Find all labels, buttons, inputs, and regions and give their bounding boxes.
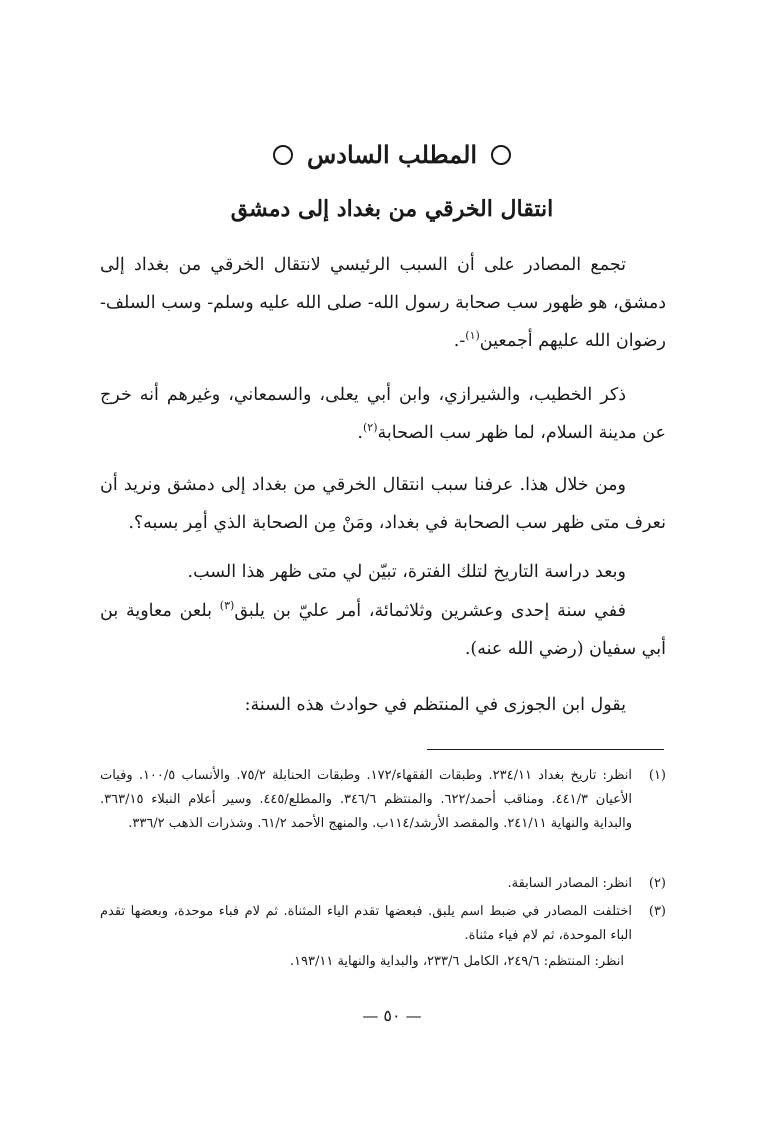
footnote-text: اختلفت المصادر في ضبط اسم يلبق. فبعضها تقدم الياء المثناة. ثم لام فباء موحدة، وبعضها تقدم الباء الموحدة، ثم لام فياء مثناة. [100, 904, 632, 943]
footnote-number: (٣) [648, 904, 666, 919]
footnote-3 [100, 900, 666, 948]
footnote-number: (١) [648, 768, 666, 783]
paragraph-2: ذكر الخطيب، والشيرازي، وابن أبي يعلى، والسمعاني، وغيرهم أنه خرج عن مدينة السلام، لما ظهر سب الصحابة$^{(٢)}$. [100, 385, 666, 443]
paragraph-3: ومن خلال هذا. عرفنا سبب انتقال الخرقي من بغداد إلى دمشق ونريد أن نعرف متى ظهر سب الصحابة في بغداد، ومَنْ مِن الصحابة الذي أمِر بسبه؟. [100, 475, 666, 533]
section-heading-text: المطلب السادس [306, 140, 478, 169]
section-subheading: انتقال الخرقي من بغداد إلى دمشق [230, 196, 554, 222]
footnote-text: انظر: المصادر السابقة. [507, 876, 632, 891]
footnote-ref-2: (٢) [362, 421, 378, 435]
paragraph-6: يقول ابن الجوزى في المنتظم في حوادث هذه السنة: [244, 695, 626, 715]
footnote-ref-1: (١) [465, 329, 480, 343]
footnote-number: (٢) [648, 876, 666, 891]
footnote-ref-3: (٣) [219, 599, 235, 613]
circle-ornament-icon [273, 145, 293, 165]
circle-ornament-icon [491, 145, 511, 165]
footnote-divider [427, 749, 664, 750]
paragraph-5: ففي سنة إحدى وعشرين وثلاثمائة، أمر عليّ بن يلبق$^{(٣)}$ بلعن معاوية بن أبي سفيان (رضي الله عنه). [100, 599, 666, 659]
footnote-2 [100, 872, 666, 896]
page-number: — ٥٠ — [362, 1006, 422, 1025]
footnote-3-citation: انظر: المنتظم: ٢٤٩/٦، الكامل ٢٣٣/٦، والبداية والنهاية ١٩٣/١١. [289, 954, 624, 969]
section-heading [100, 140, 684, 169]
paragraph-4: وبعد دراسة التاريخ لتلك الفترة، تبيّن لي متى ظهر هذا السب. [187, 562, 626, 582]
footnote-1 [100, 764, 666, 836]
footnote-text: انظر: تاريخ بغداد ٢٣٤/١١. وطبقات الفقهاء/١٧٢. وطبقات الحنابلة ٧٥/٢. والأنساب ١٠٠/٥. وفيات الأعيان ٤٤١/٣. ومناقب أحمد/٦٢٢. والمنتظم ٣٤٦/٦. والمطلع/٤٤٥. وسير أعلام النبلاء ٣٦٣/١٥. والبداية والنهاية ٢٤١/١١. والمقصد الأرشد/١١٤ب. والمنهج الأحمد ٦١/٢. وشذرات الذهب ٣٣٦/٢. [100, 768, 633, 831]
paragraph-1: تجمع المصادر على أن السبب الرئيسي لانتقال الخرقي من بغداد إلى دمشق، هو ظهور سب صحابة رسول الله- صلى الله عليه وسلم- وسب السلف- رضوان الله عليهم أجمعين$^{(١)}$-. [100, 255, 666, 351]
